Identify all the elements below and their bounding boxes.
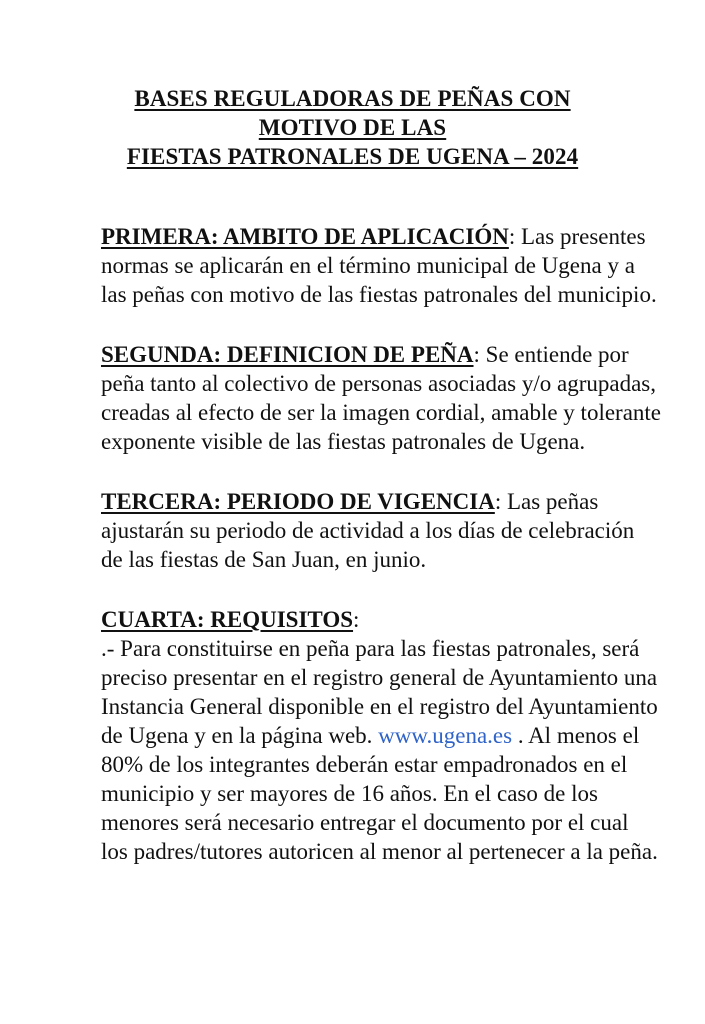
- section-segunda: [101, 340, 661, 456]
- section-text: : Las peñas ajustarán su periodo de actividad a los días de celebración de las fiestas de San Juan, en junio.: [101, 489, 635, 572]
- website-link[interactable]: www.ugena.es: [378, 723, 513, 748]
- title-line-3: FIESTAS PATRONALES DE UGENA – 2024: [126, 144, 579, 169]
- section-primera: [101, 222, 661, 309]
- document-body: [101, 222, 661, 897]
- requisitos-paragraph: [101, 634, 661, 866]
- section-text: : Se entiende por peña tanto al colectivo de personas asociadas y/o agrupadas, creadas al efecto de ser la imagen cordial, amable y tolerante exponente visible de las fiestas patronales de Ugena.: [101, 342, 662, 454]
- title-line-2: MOTIVO DE LAS: [258, 115, 447, 140]
- section-heading: SEGUNDA: DEFINICION DE PEÑA: [101, 342, 474, 367]
- section-cuarta: [101, 605, 661, 866]
- section-heading: TERCERA: PERIODO DE VIGENCIA: [101, 489, 495, 514]
- paragraph-text: .- Para constituirse en peña para las fiestas patronales, será preciso presentar en el registro general de Ayuntamiento una Instancia General disponible en el registro del Ayuntamiento de Ugena y en la página web.: [101, 636, 658, 748]
- section-heading: PRIMERA: AMBITO DE APLICACIÓN: [101, 224, 509, 249]
- section-text: : Las presentes normas se aplicarán en el término municipal de Ugena y a las peñas con motivo de las fiestas patronales del municipio.: [101, 224, 657, 307]
- section-heading: CUARTA: REQUISITOS: [101, 607, 354, 632]
- document-title: [0, 84, 705, 171]
- paragraph-text: . Al menos el 80% de los integrantes deberán estar empadronados en el municipio y ser mayores de 16 años. En el caso de los menores será necesario entregar el documento por el cual los padres/tutores autoricen al menor al pertenecer a la peña.: [101, 723, 658, 864]
- title-line-1: BASES REGULADORAS DE PEÑAS CON: [134, 86, 571, 111]
- section-text: :: [353, 607, 360, 632]
- section-tercera: [101, 487, 661, 574]
